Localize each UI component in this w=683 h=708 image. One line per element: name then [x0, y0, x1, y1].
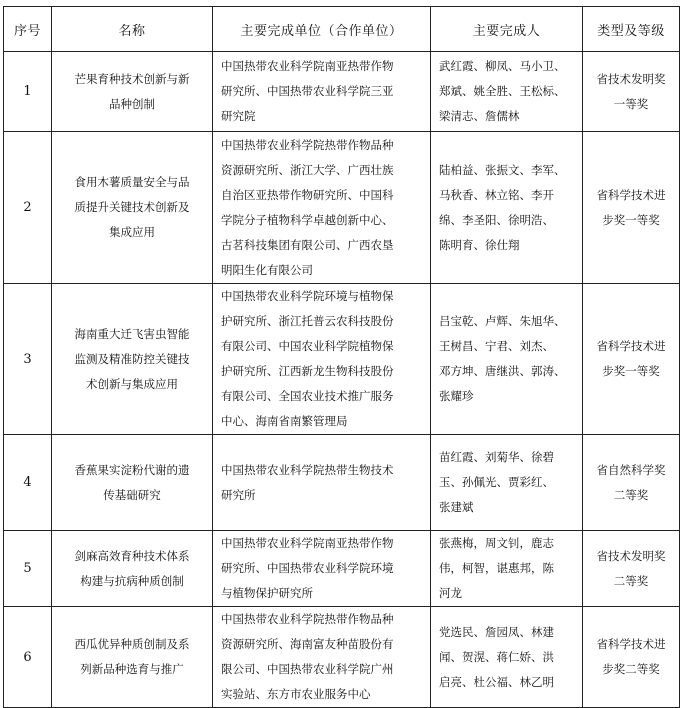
project-name — [52, 435, 213, 531]
completion-unit-line: 研究所 — [221, 487, 256, 502]
completion-unit — [213, 607, 431, 708]
header-people: 主要完成人 — [431, 7, 583, 52]
project-name — [52, 531, 213, 607]
table-row — [4, 52, 680, 132]
award-type-line: 步奖一等奖 — [602, 212, 660, 227]
header-award: 类型及等级 — [583, 7, 680, 52]
header-seq: 序号 — [4, 7, 52, 52]
project-name-line: 品种创制 — [109, 96, 155, 111]
completion-unit-line: 研究所、中国热带农业科学院环境 — [221, 561, 394, 575]
row-seq: 3 — [4, 284, 52, 435]
row-seq: 1 — [4, 52, 52, 132]
completion-unit-line: 护研究所、浙江托普云农科技股份 — [221, 314, 394, 328]
award-type-line: 省自然科学奖 — [596, 462, 666, 477]
project-name-line: 芒果育种技术创新与新 — [74, 71, 190, 86]
award-type — [583, 435, 680, 531]
completion-unit-line: 中国热带农业科学院热带作物品种 — [221, 612, 394, 626]
completion-unit-line: 古茗科技集团有限公司、广西农垦 — [221, 237, 394, 252]
completion-people-line: 苗红霞、刘菊华、徐碧 — [439, 450, 554, 464]
completion-people-line: 郑斌、姚全胜、王松标、 — [439, 84, 566, 98]
completion-unit-line: 有限公司、全国农业技术推广服务 — [221, 389, 394, 403]
completion-unit-line: 中国热带农业科学院环境与植物保 — [221, 289, 394, 303]
header-unit: 主要完成单位（合作单位） — [213, 7, 431, 52]
completion-unit-line: 与植物保护研究所 — [221, 586, 313, 600]
award-type-line: 二等奖 — [613, 573, 649, 588]
award-type — [583, 132, 680, 284]
header-name: 名称 — [52, 7, 213, 52]
completion-unit-line: 学院分子植物科学卓越创新中心、 — [221, 212, 394, 227]
project-name — [52, 607, 213, 708]
project-name-line: 术创新与集成应用 — [86, 376, 178, 391]
completion-unit — [213, 435, 431, 531]
completion-unit-line: 实验站、东方市农业服务中心 — [221, 687, 371, 701]
completion-unit — [213, 531, 431, 607]
completion-unit-line: 自治区亚热带作物研究所、中国科 — [221, 187, 394, 202]
project-name-line: 列新品种选育与推广 — [80, 662, 184, 676]
table-row — [4, 607, 680, 708]
row-seq: 6 — [4, 607, 52, 708]
project-name — [52, 284, 213, 435]
award-type — [583, 531, 680, 607]
completion-unit-line: 中国热带农业科学院热带作物品种 — [221, 137, 394, 152]
completion-people-line: 绵、李圣阳、徐明浩、 — [439, 212, 554, 227]
completion-people — [431, 284, 583, 435]
completion-unit — [213, 52, 431, 132]
completion-people — [431, 52, 583, 132]
completion-unit-line: 中心、海南省南繁管理局 — [221, 414, 348, 428]
completion-people-line: 王树昌、宁君、刘杰、 — [439, 339, 554, 353]
completion-people — [431, 435, 583, 531]
completion-unit-line: 中国热带农业科学院南亚热带作物 — [221, 59, 394, 73]
completion-people-line: 河龙 — [439, 586, 462, 600]
project-name — [52, 52, 213, 132]
completion-unit-line: 资源研究所、浙江大学、广西壮族 — [221, 162, 394, 177]
completion-people-line: 武红霞、柳凤、马小卫、 — [439, 59, 566, 73]
completion-unit — [213, 284, 431, 435]
completion-people-line: 吕宝乾、卢辉、朱旭华、 — [439, 314, 566, 328]
completion-people-line: 伟，柯智，谌惠邦，陈 — [439, 561, 554, 575]
award-type-line: 省科学技术进 — [596, 339, 666, 353]
completion-unit-line: 有限公司、中国农业科学院植物保 — [221, 339, 394, 353]
completion-people-line: 梁清志、詹儒林 — [439, 109, 520, 123]
project-name-line: 监测及精准防控关键技 — [74, 351, 190, 366]
completion-people-line: 陈明育、徐仕翔 — [439, 237, 520, 252]
project-name-line: 质提升关键技术创新及 — [74, 200, 190, 214]
completion-people-line: 党选民、詹园凤、林建 — [439, 624, 554, 639]
completion-people-line: 陆柏益、张振文、李军、 — [439, 162, 566, 177]
completion-unit-line: 中国热带农业科学院热带生物技术 — [221, 462, 394, 477]
award-type-line: 省技术发明奖 — [596, 71, 666, 86]
completion-people — [431, 132, 583, 284]
project-name-line: 西瓜优异种质创制及系 — [74, 637, 190, 651]
table-row — [4, 132, 680, 284]
header-row — [4, 7, 680, 52]
award-type — [583, 607, 680, 708]
completion-people-line: 马秋香、林立铭、李开 — [439, 187, 554, 202]
award-type-line: 一等奖 — [613, 96, 649, 111]
completion-people — [431, 531, 583, 607]
award-type-line: 省科学技术进 — [596, 637, 666, 651]
project-name-line: 集成应用 — [109, 225, 155, 239]
completion-people-line: 启亮、杜公福、林乙明 — [439, 674, 554, 689]
completion-people-line: 张建斌 — [439, 500, 474, 514]
award-type — [583, 52, 680, 132]
table-row — [4, 284, 680, 435]
project-name-line: 海南重大迁飞害虫智能 — [74, 326, 190, 341]
completion-unit-line: 资源研究所、海南富友种苗股份有 — [221, 637, 394, 651]
award-type — [583, 284, 680, 435]
completion-people-line: 玉、孙佩光、贾彩红、 — [439, 475, 554, 489]
project-name-line: 传基础研究 — [103, 487, 161, 502]
project-name-line: 剑麻高效育种技术体系 — [74, 548, 190, 563]
award-type-line: 步奖一等奖 — [602, 364, 660, 378]
completion-people-line: 邓方坤、唐继洪、郭涛、 — [439, 364, 566, 378]
completion-unit-line: 明阳生化有限公司 — [221, 262, 313, 277]
project-name-line: 香蕉果实淀粉代谢的遗 — [74, 462, 190, 477]
completion-unit-line: 限公司、中国热带农业科学院广州 — [221, 662, 394, 676]
completion-unit-line: 研究院 — [221, 109, 256, 123]
project-name-line: 构建与抗病种质创制 — [80, 573, 184, 588]
row-seq: 4 — [4, 435, 52, 531]
row-seq: 2 — [4, 132, 52, 284]
row-seq: 5 — [4, 531, 52, 607]
award-type-line: 步奖二等奖 — [602, 662, 660, 676]
project-name-line: 食用木薯质量安全与品 — [74, 175, 190, 189]
completion-people — [431, 607, 583, 708]
table-row — [4, 435, 680, 531]
completion-unit-line: 研究所、中国热带农业科学院三亚 — [221, 84, 394, 98]
table-row — [4, 531, 680, 607]
completion-unit-line: 中国热带农业科学院南亚热带作物 — [221, 536, 394, 550]
award-type-line: 省科学技术进 — [596, 187, 666, 202]
completion-people-line: 闻、贺滉、蒋仁娇、洪 — [439, 649, 554, 664]
project-name — [52, 132, 213, 284]
completion-people-line: 张燕梅，周文钊，鹿志 — [439, 536, 554, 550]
completion-unit — [213, 132, 431, 284]
award-type-line: 省技术发明奖 — [596, 548, 666, 563]
awards-table — [3, 6, 680, 708]
completion-people-line: 张耀珍 — [439, 389, 474, 403]
completion-unit-line: 护研究所、江西新龙生物科技股份 — [221, 364, 394, 378]
award-type-line: 二等奖 — [613, 487, 649, 502]
